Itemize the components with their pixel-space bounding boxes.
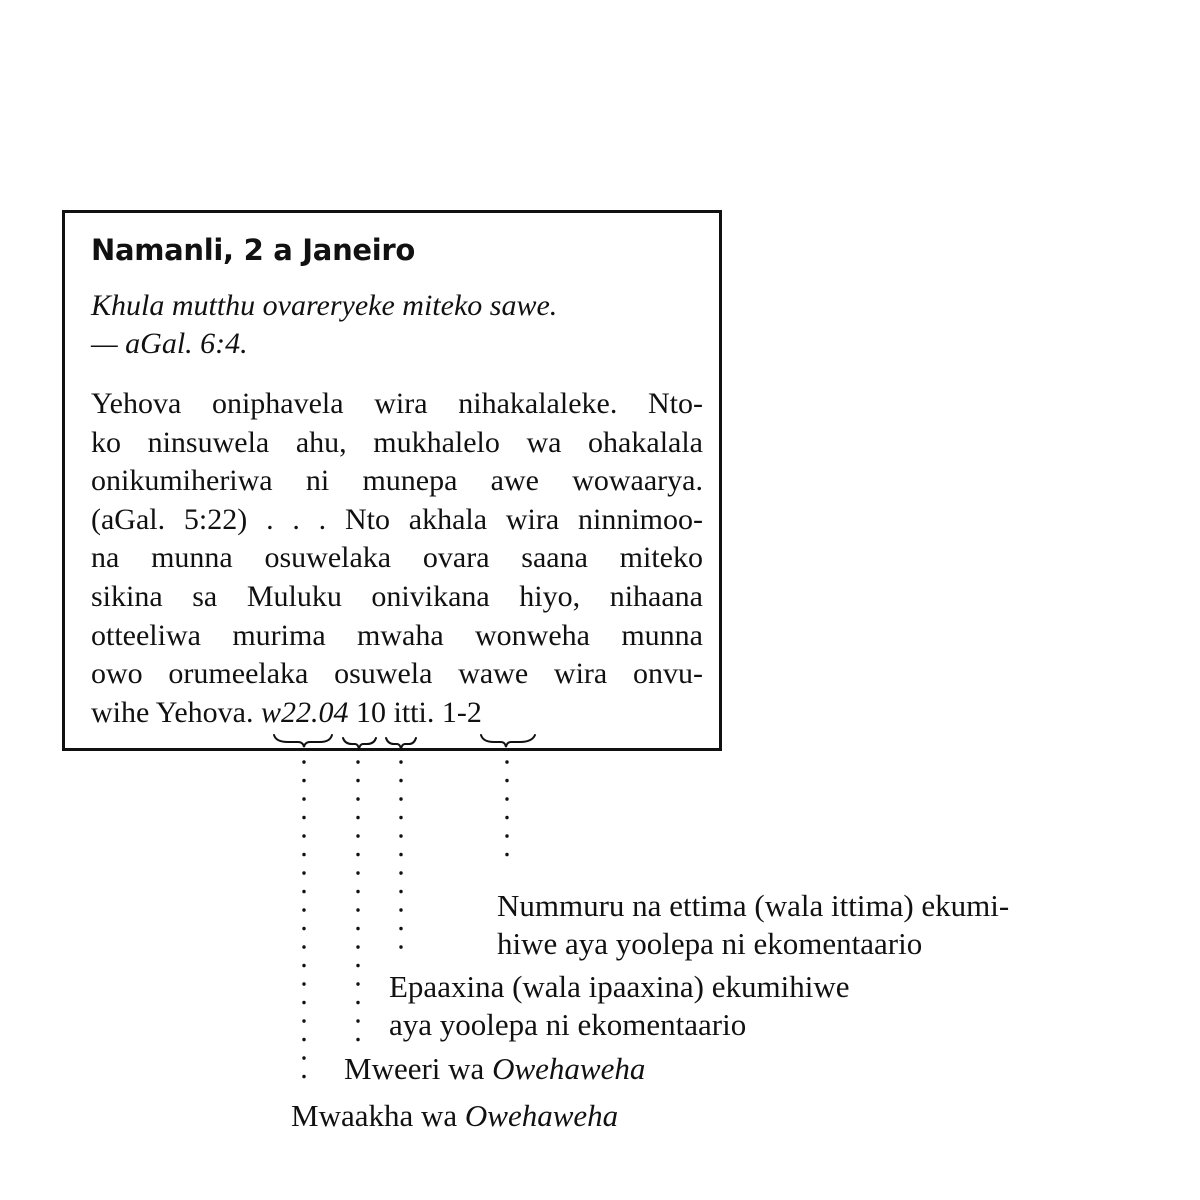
year-label-title: Owehaweha — [464, 1098, 619, 1133]
date-heading: Namanli, 2 a Janeiro — [91, 233, 416, 267]
scripture-text: Khula mutthu ovareryeke miteko sawe. — [91, 289, 558, 322]
year-label-prefix: Mwaakha wa — [291, 1098, 465, 1133]
citation-publication: w22.04 — [261, 695, 349, 729]
paragraphs-label-line2: hiwe aya yoolepa ni ekomentaario — [497, 926, 923, 961]
year-label — [291, 1097, 618, 1135]
citation-page: 10 — [356, 695, 387, 729]
body-line: (aGal. 5:22) . . . Nto akhala wira ninnimoo- — [91, 502, 703, 536]
brace-page — [386, 738, 416, 749]
body-line: na munna osuwelaka ovara saana miteko — [91, 541, 703, 575]
scripture-reference: — aGal. 6:4. — [91, 327, 248, 360]
month-label-prefix: Mweeri wa — [344, 1051, 493, 1086]
paragraphs-label — [497, 887, 1009, 963]
body-line: otteeliwa murima mwaha wonweha munna — [91, 618, 703, 652]
citation-paragraphs: 1-2 — [441, 695, 482, 729]
month-label-title: Owehaweha — [492, 1051, 646, 1086]
brace-year — [274, 735, 332, 747]
paragraphs-label-line1: Nummuru na ettima (wala ittima) ekumi- — [497, 888, 1010, 923]
citation-paragraph-word: itti. — [393, 695, 435, 729]
body-line: ko ninsuwela ahu, mukhalelo wa ohakalala — [91, 425, 703, 459]
page-label-line1: Epaaxina (wala ipaaxina) ekumihiwe — [389, 969, 850, 1004]
month-label — [344, 1050, 645, 1088]
page-label — [389, 968, 850, 1044]
brace-paragraphs — [481, 735, 535, 747]
body-line: sikina sa Muluku onivikana hiyo, nihaana — [91, 579, 703, 613]
body-line: onikumiheriwa ni munepa awe wowaarya. — [91, 464, 703, 498]
body-line: owo orumeelaka osuwela wawe wira onvu- — [91, 657, 703, 691]
brace-month — [343, 738, 376, 749]
body-line: Yehova oniphavela wira nihakalaleke. Nto- — [91, 387, 703, 420]
last-line-prefix: wihe Yehova. — [91, 695, 261, 729]
page-label-line2: aya yoolepa ni ekomentaario — [389, 1007, 747, 1042]
